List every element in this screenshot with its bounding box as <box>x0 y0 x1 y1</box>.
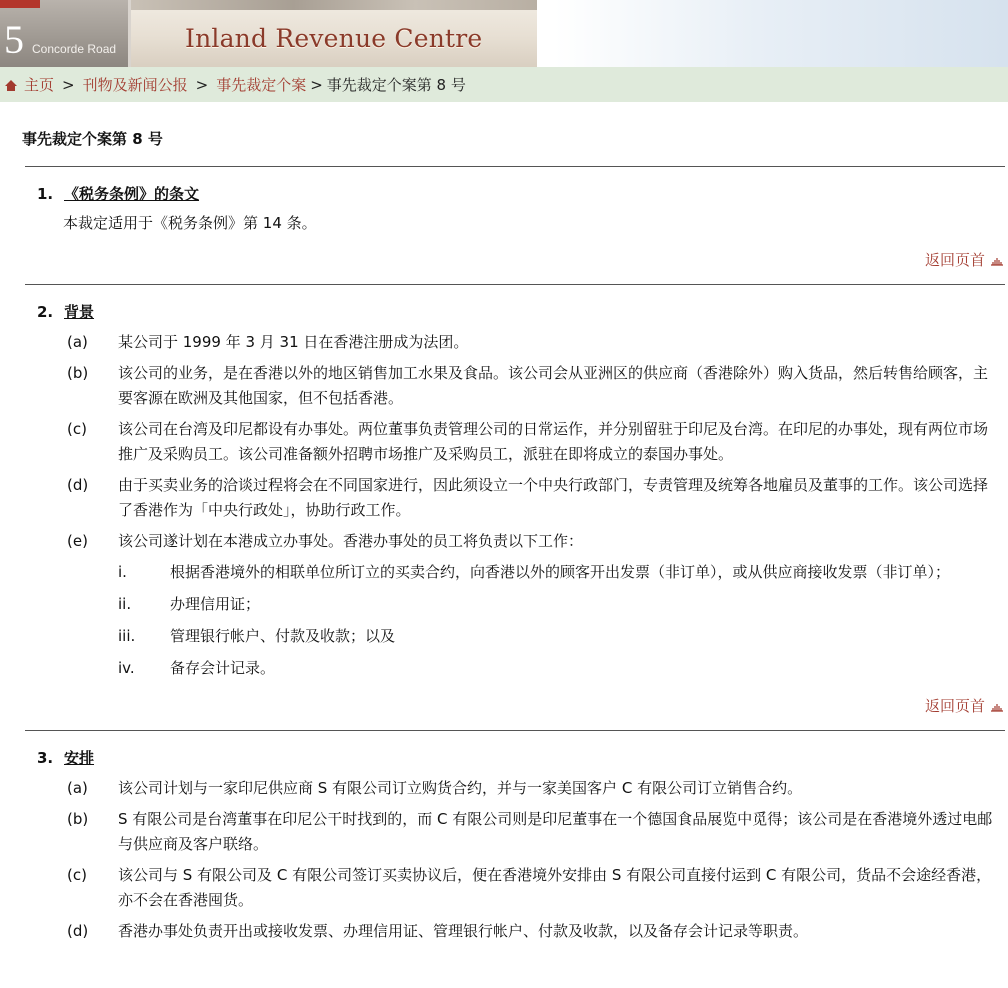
item-label: (a) <box>67 333 88 351</box>
item-label: (d) <box>67 476 89 494</box>
list-item <box>67 361 1005 411</box>
list-item <box>67 863 1005 913</box>
site-banner <box>0 0 1008 67</box>
subitem-list <box>25 560 1005 681</box>
breadcrumb-home-link[interactable]: 主页 <box>24 76 55 94</box>
item-text: 该公司计划与一家印尼供应商 S 有限公司订立购货合约，并与一家美国客户 C 有限公司订立销售合约。 <box>118 779 803 797</box>
home-icon[interactable] <box>4 78 18 92</box>
item-list <box>25 330 1005 554</box>
back-to-top <box>25 249 1005 270</box>
back-to-top-icon[interactable] <box>991 252 1003 270</box>
list-subitem <box>118 560 1005 585</box>
section-number: 2. <box>37 303 54 321</box>
item-list <box>25 776 1005 944</box>
list-subitem <box>118 592 1005 617</box>
item-text: 该公司的业务，是在香港以外的地区销售加工水果及食品。该公司会从亚洲区的供应商（香港除外）购入货品，然后转售给顾客，主要客源在欧洲及其他国家，但不包括香港。 <box>118 364 989 407</box>
road-sign <box>0 0 131 67</box>
item-text: 该公司在台湾及印尼都设有办事处。两位董事负责管理公司的日常运作，并分别留驻于印尼及台湾。在印尼的办事处，现有两位市场推广及采购员工。该公司准备额外招聘市场推广及采购员工，派驻在即将成立的泰国办事处。 <box>118 420 989 463</box>
back-to-top <box>25 695 1005 716</box>
section-title: 《税务条例》的条文 <box>64 185 200 203</box>
item-text: 该公司与 S 有限公司及 C 有限公司签订买卖协议后，便在香港境外安排由 S 有限公司直接付运到 C 有限公司，货品不会途经香港，亦不会在香港囤货。 <box>118 866 992 909</box>
list-item <box>67 919 1005 944</box>
item-text: 该公司遂计划在本港成立办事处。香港办事处的员工将负责以下工作： <box>118 532 584 550</box>
road-number: 5 <box>4 17 24 62</box>
subitem-text: 根据香港境外的相联单位所订立的买卖合约，向香港以外的顾客开出发票（非订单），或从供应商接收发票（非订单）； <box>170 563 951 581</box>
subitem-text: 管理银行帐户、付款及收款；以及 <box>170 627 396 645</box>
subitem-text: 办理信用证； <box>170 595 261 613</box>
item-label: (b) <box>67 364 89 382</box>
list-item <box>67 417 1005 467</box>
item-label: (d) <box>67 922 89 940</box>
section-heading <box>37 301 1005 322</box>
subitem-label: iii. <box>118 627 136 645</box>
item-text: S 有限公司是台湾董事在印尼公干时找到的，而 C 有限公司则是印尼董事在一个德国食品展览中觅得；该公司是在香港境外透过电邮与供应商及客户联络。 <box>118 810 993 853</box>
back-to-top-link[interactable]: 返回页首 <box>924 251 985 269</box>
list-subitem <box>118 624 1005 649</box>
back-to-top-link[interactable]: 返回页首 <box>924 697 985 715</box>
list-subitem <box>118 656 1005 681</box>
section-3 <box>25 730 1005 944</box>
section-number: 1. <box>37 185 54 203</box>
back-to-top-icon[interactable] <box>991 698 1003 716</box>
section-title: 背景 <box>64 303 95 321</box>
department-plaque <box>131 0 537 67</box>
section-number: 3. <box>37 749 54 767</box>
item-text: 由于买卖业务的洽谈过程将会在不同国家进行，因此须设立一个中央行政部门，专责管理及统筹各地雇员及董事的工作。该公司选择了香港作为「中央行政处」，协助行政工作。 <box>118 476 989 519</box>
subitem-label: iv. <box>118 659 135 677</box>
subitem-label: ii. <box>118 595 132 613</box>
breadcrumb <box>0 67 1008 102</box>
subitem-text: 备存会计记录。 <box>170 659 276 677</box>
section-1 <box>25 166 1005 270</box>
item-label: (c) <box>67 866 87 884</box>
item-label: (a) <box>67 779 88 797</box>
item-text: 香港办事处负责开出或接收发票、办理信用证、管理银行帐户、付款及收款，以及备存会计记录等职责。 <box>118 922 809 940</box>
section-2 <box>25 284 1005 716</box>
breadcrumb-current: 事先裁定个案第 8 号 <box>326 76 466 94</box>
item-label: (b) <box>67 810 89 828</box>
list-item <box>67 776 1005 801</box>
section-body: 本裁定适用于《税务条例》第 14 条。 <box>63 214 317 232</box>
item-label: (c) <box>67 420 87 438</box>
breadcrumb-publications-link[interactable]: 刊物及新闻公报 <box>82 76 188 94</box>
list-item <box>67 473 1005 523</box>
road-name-en: Concorde Road <box>32 42 117 56</box>
breadcrumb-separator: > <box>62 75 75 94</box>
list-item <box>67 529 1005 554</box>
department-name: Inland Revenue Centre <box>185 24 483 53</box>
subitem-label: i. <box>118 563 127 581</box>
breadcrumb-separator: > <box>310 75 323 94</box>
item-text: 某公司于 1999 年 3 月 31 日在香港注册成为法团。 <box>118 333 469 351</box>
list-item <box>67 807 1005 857</box>
section-heading <box>37 747 1005 768</box>
item-label: (e) <box>67 532 88 550</box>
list-item <box>67 330 1005 355</box>
breadcrumb-rulings-link[interactable]: 事先裁定个案 <box>216 76 307 94</box>
page-title: 事先裁定个案第 8 号 <box>22 130 163 148</box>
section-title: 安排 <box>64 749 95 767</box>
section-heading <box>37 183 1005 204</box>
breadcrumb-separator: > <box>195 75 209 94</box>
